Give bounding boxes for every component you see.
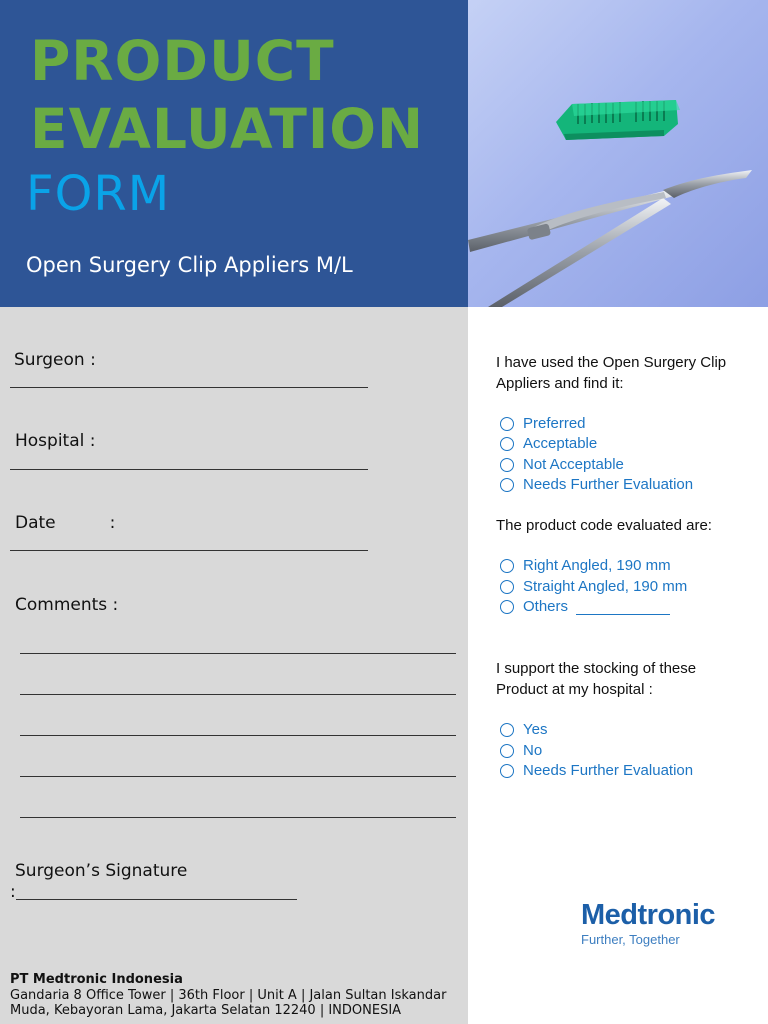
hospital-label: Hospital :	[15, 431, 96, 451]
comments-label: Comments :	[15, 595, 119, 615]
surgeon-label: Surgeon :	[14, 350, 96, 370]
comments-line[interactable]	[20, 653, 456, 654]
option-others[interactable]: Others	[500, 597, 670, 617]
radio-icon[interactable]	[500, 437, 514, 451]
hospital-field[interactable]	[10, 469, 368, 470]
company-name: PT Medtronic Indonesia	[10, 972, 183, 987]
option-right-angled[interactable]: Right Angled, 190 mm	[500, 556, 671, 576]
clip-applier-photo	[468, 0, 768, 307]
clip-applier-instrument-icon	[468, 170, 752, 307]
option-preferred[interactable]: Preferred	[500, 414, 586, 434]
option-yes[interactable]: Yes	[500, 720, 547, 740]
comments-line[interactable]	[20, 776, 456, 777]
address-line-1: Gandaria 8 Office Tower | 36th Floor | Unit A | Jalan Sultan Iskandar	[10, 987, 447, 1003]
title-line-1: PRODUCT	[30, 29, 335, 93]
signature-prefix: :	[10, 882, 16, 902]
logo-name: Medtronic	[581, 899, 716, 931]
question-stocking: I support the stocking of these Product at my hospital :	[496, 660, 697, 698]
radio-icon[interactable]	[500, 723, 514, 737]
others-input[interactable]	[576, 600, 670, 615]
option-no[interactable]: No	[500, 741, 542, 761]
option-needs-further-evaluation[interactable]: Needs Further Evaluation	[500, 475, 693, 495]
clip-cartridge-icon	[556, 100, 680, 140]
option-acceptable[interactable]: Acceptable	[500, 434, 597, 454]
radio-icon[interactable]	[500, 417, 514, 431]
signature-label: Surgeon’s Signature	[15, 861, 188, 881]
radio-icon[interactable]	[500, 600, 514, 614]
radio-icon[interactable]	[500, 478, 514, 492]
address-line-2: Muda, Kebayoran Lama, Jakarta Selatan 12240 | INDONESIA	[10, 1003, 402, 1018]
title-line-2: EVALUATION	[30, 97, 425, 161]
radio-icon[interactable]	[500, 458, 514, 472]
title-line-3: FORM	[26, 166, 171, 222]
option-straight-angled[interactable]: Straight Angled, 190 mm	[500, 577, 687, 597]
option-not-acceptable[interactable]: Not Acceptable	[500, 455, 624, 475]
signature-field[interactable]	[16, 899, 297, 900]
question-usage: I have used the Open Surgery Clip Appliers and find it:	[496, 354, 727, 392]
comments-line[interactable]	[20, 735, 456, 736]
company-address	[10, 972, 460, 1019]
radio-icon[interactable]	[500, 580, 514, 594]
medtronic-logo	[581, 898, 741, 947]
comments-line[interactable]	[20, 817, 456, 818]
date-field[interactable]	[10, 550, 368, 551]
logo-tagline: Further, Together	[581, 932, 680, 947]
radio-icon[interactable]	[500, 764, 514, 778]
date-label: Date :	[15, 513, 116, 533]
question-product-code: The product code evaluated are:	[496, 517, 712, 534]
radio-icon[interactable]	[500, 744, 514, 758]
comments-line[interactable]	[20, 694, 456, 695]
header-banner	[0, 0, 468, 307]
surgeon-field[interactable]	[10, 387, 368, 388]
option-stocking-needs-further-evaluation[interactable]: Needs Further Evaluation	[500, 761, 693, 781]
radio-icon[interactable]	[500, 559, 514, 573]
form-fields-panel	[0, 307, 468, 1024]
product-subtitle: Open Surgery Clip Appliers M/L	[26, 253, 353, 277]
